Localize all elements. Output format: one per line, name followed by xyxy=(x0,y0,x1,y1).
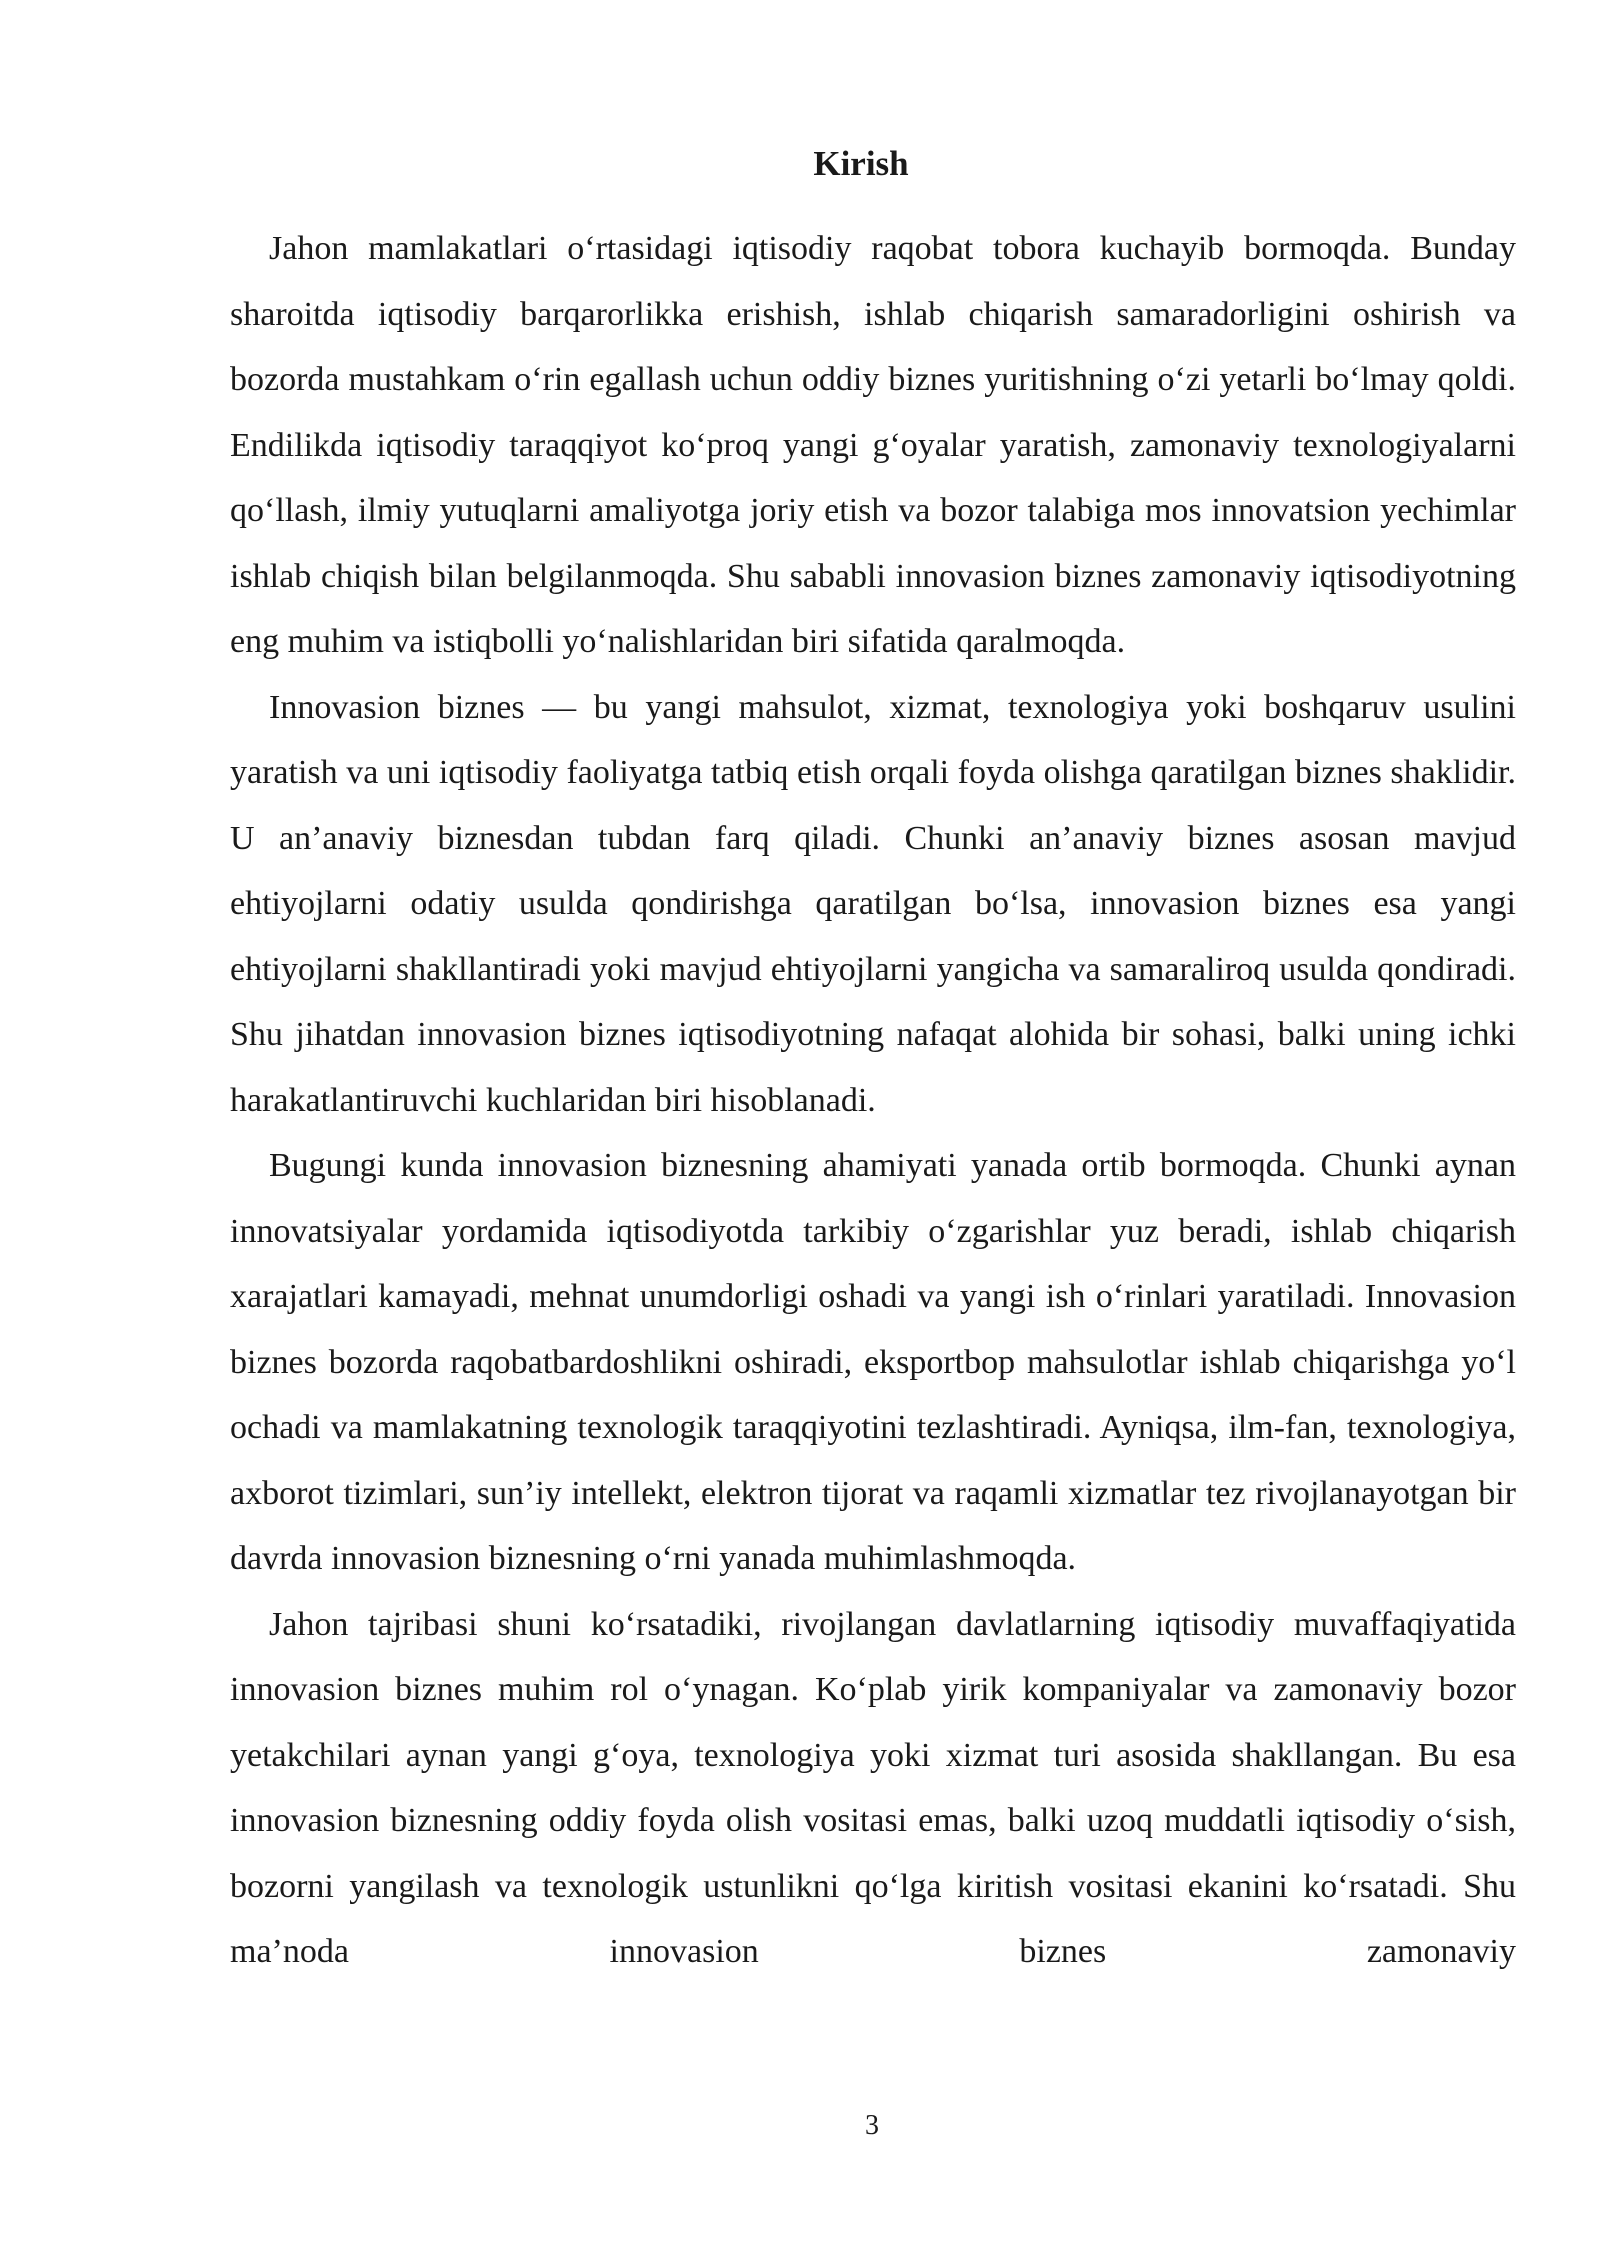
paragraph: Jahon tajribasi shuni ko‘rsatadiki, rivojlangan davlatlarning iqtisodiy muvaffaqiyatida innovasion biznes muhim rol o‘ynagan. Ko‘plab yirik kompaniyalar va zamonaviy bozor yetakchilari aynan yangi g‘oya, texnologiya yoki xizmat turi asosida shakllangan. Bu esa innovasion biznesning oddiy foyda olish vositasi emas, balki uzoq muddatli iqtisodiy o‘sish, bozorni yangilash va texnologik ustunlikni qo‘lga kiritish vositasi ekanini ko‘rsatadi. Shu ma’noda innovasion biznes zamonaviy xyxy=(230,1605,1516,1970)
body-text xyxy=(230,216,1516,1985)
paragraph: Innovasion biznes — bu yangi mahsulot, xizmat, texnologiya yoki boshqaruv usulini yaratish va uni iqtisodiy faoliyatga tatbiq etish orqali foyda olishga qaratilgan biznes shaklidir. U an’anaviy biznesdan tubdan farq qiladi. Chunki an’anaviy biznes asosan mavjud ehtiyojlarni odatiy usulda qondirishga qaratilgan bo‘lsa, innovasion biznes esa yangi ehtiyojlarni shakllantiradi yoki mavjud ehtiyojlarni yangicha va samaraliroq usulda qondiradi. Shu jihatdan innovasion biznes iqtisodiyotning nafaqat alohida bir sohasi, balki uning ichki harakatlantiruvchi kuchlaridan biri hisoblanadi. xyxy=(230,688,1516,1119)
paragraph: Jahon mamlakatlari o‘rtasidagi iqtisodiy raqobat tobora kuchayib bormoqda. Bunday sharoitda iqtisodiy barqarorlikka erishish, ishlab chiqarish samaradorligini oshirish va bozorda mustahkam o‘rin egallash uchun oddiy biznes yuritishning o‘zi yetarli bo‘lmay qoldi. Endilikda iqtisodiy taraqqiyot ko‘proq yangi g‘oyalar yaratish, zamonaviy texnologiyalarni qo‘llash, ilmiy yutuqlarni amaliyotga joriy etish va bozor talabiga mos innovatsion yechimlar ishlab chiqish bilan belgilanmoqda. Shu sababli innovasion biznes zamonaviy iqtisodiyotning eng muhim va istiqbolli yo‘nalishlaridan biri sifatida qaralmoqda. xyxy=(230,230,1516,660)
paragraph: Bugungi kunda innovasion biznesning ahamiyati yanada ortib bormoqda. Chunki aynan innovatsiyalar yordamida iqtisodiyotda tarkibiy o‘zgarishlar yuz beradi, ishlab chiqarish xarajatlari kamayadi, mehnat unumdorligi oshadi va yangi ish o‘rinlari yaratiladi. Innovasion biznes bozorda raqobatbardoshlikni oshiradi, eksportbop mahsulotlar ishlab chiqarishga yo‘l ochadi va mamlakatning texnologik taraqqiyotini tezlashtiradi. Ayniqsa, ilm-fan, texnologiya, axborot tizimlari, sun’iy intellekt, elektron tijorat va raqamli xizmatlar tez rivojlanayotgan bir davrda innovasion biznesning o‘rni yanada muhimlashmoqda. xyxy=(230,1147,1516,1577)
section-heading: Kirish xyxy=(813,144,909,183)
page-number: 3 xyxy=(865,2110,879,2141)
